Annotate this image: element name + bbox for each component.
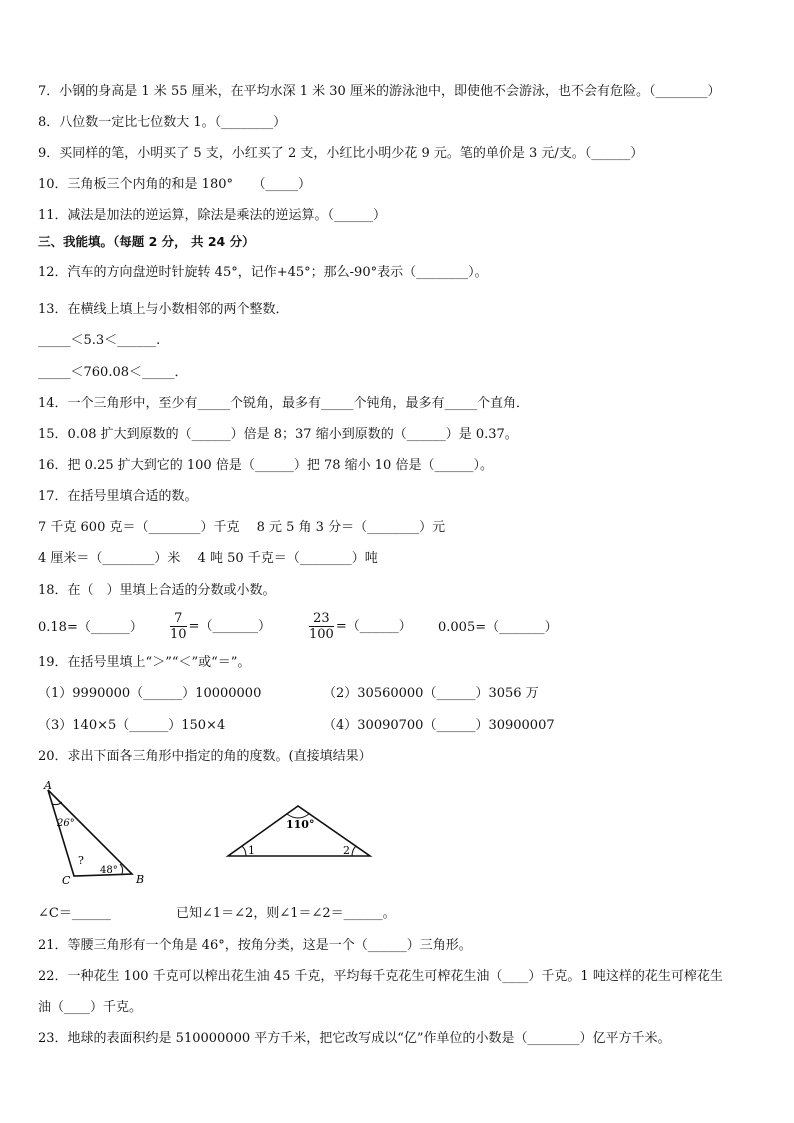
q8: 8．八位数一定比七位数大 1。（________）	[38, 115, 287, 130]
q14: 14．一个三角形中，至少有_____个锐角，最多有_____个钝角，最多有_____个直角．	[38, 396, 530, 411]
q7: 7．小钢的身高是 1 米 55 厘米，在平均水深 1 米 30 厘米的游泳池中，即使他不会游泳，也不会有危险。（________）	[38, 84, 721, 99]
q11: 11．减法是加法的逆运算，除法是乘法的逆运算。（______）	[38, 208, 387, 223]
q17-line-b: 4 厘米＝（________）米 4 吨 50 千克＝（________）吨	[38, 551, 378, 566]
q20-answer-a: ∠C＝______	[38, 906, 111, 921]
q18-item-d: 0.005=（_______）	[438, 620, 558, 635]
fraction-denominator: 10	[170, 627, 187, 642]
q19-item-2: （2）30560000（______）3056 万	[323, 686, 539, 701]
q15: 15．0.08 扩大到原数的（______）倍是 8；37 缩小到原数的（______）是 0.37。	[38, 427, 518, 442]
q19-item-4: （4）30090700（______）30900007	[323, 718, 555, 733]
fraction-numerator: 23	[309, 611, 334, 627]
q18-item-b	[168, 604, 271, 650]
q19-item-3: （3）140×5（______）150×4	[38, 718, 226, 733]
q19-item-1: （1）9990000（______）10000000	[38, 686, 262, 701]
q18-item-b-rest: =（_______）	[188, 619, 271, 634]
q17-line-a: 7 千克 600 克＝（________）千克 8 元 5 角 3 分＝（________）元	[38, 520, 446, 535]
angle-1-arc	[242, 846, 246, 856]
q9: 9．买同样的笔，小明买了 5 支，小红买了 2 支，小红比小明少花 9 元。笔的单价是 3 元/支。（______）	[38, 146, 644, 161]
angle-b-arc	[120, 864, 123, 874]
vertex-a-label: A	[44, 780, 52, 792]
angle-2-arc	[352, 846, 356, 856]
q18-item-c-rest: =（______）	[335, 619, 412, 634]
q20: 20．求出下面各三角形中指定的角的度数。(直接填结果）	[38, 749, 372, 764]
angle-c-unknown: ?	[78, 854, 84, 867]
triangle-figure-1	[36, 780, 156, 890]
q13-line-b: _____＜760.08＜_____．	[38, 365, 188, 380]
q18: 18．在（ ）里填上合适的分数或小数。	[38, 583, 276, 598]
q13: 13．在横线上填上与小数相邻的两个整数．	[38, 302, 289, 317]
q21: 21．等腰三角形有一个角是 46°，按角分类，这是一个（______）三角形。	[38, 938, 472, 953]
fraction-7-10	[170, 611, 187, 642]
q19: 19．在括号里填上“＞”“＜”或“＝”。	[38, 655, 251, 670]
q13-line-a: _____＜5.3＜______.	[38, 333, 161, 348]
section-heading: 三、我能填。（每题 2 分， 共 24 分）	[38, 234, 255, 249]
angle-a-value: 26°	[57, 818, 75, 829]
q20-answer-b: 已知∠1＝∠2，则∠1＝∠2＝______。	[176, 906, 396, 921]
angle-2-label: 2	[343, 844, 350, 857]
fraction-23-100	[309, 611, 334, 642]
triangle-figure-2	[222, 798, 378, 862]
angle-b-value: 48°	[100, 865, 118, 876]
angle-1-label: 1	[248, 844, 255, 857]
q18-item-a: 0.18=（______）	[38, 620, 143, 635]
q23: 23．地球的表面积约是 510000000 平方千米，把它改写成以“亿”作单位的小数是（________）亿平方千米。	[38, 1031, 671, 1046]
vertex-b-label: B	[136, 873, 145, 886]
q22-line-2: 油（____）千克。	[38, 1000, 143, 1015]
q16: 16．把 0.25 扩大到它的 100 倍是（______）把 78 缩小 10 倍是（______）。	[38, 458, 493, 473]
q22-line-1: 22．一种花生 100 千克可以榨出花生油 45 千克，平均每千克花生可榨花生油（____）千克。1 吨这样的花生可榨花生	[38, 969, 723, 984]
top-angle-value: 110°	[286, 818, 315, 831]
q17: 17．在括号里填合适的数。	[38, 489, 198, 504]
vertex-c-label: C	[62, 874, 71, 887]
q12: 12．汽车的方向盘逆时针旋转 45°，记作+45°；那么-90°表示（________）。	[38, 265, 488, 280]
fraction-denominator: 100	[309, 627, 334, 642]
q18-item-c	[307, 604, 412, 650]
fraction-numerator: 7	[170, 611, 187, 627]
q10: 10．三角板三个内角的和是 180° （_____）	[38, 177, 311, 192]
